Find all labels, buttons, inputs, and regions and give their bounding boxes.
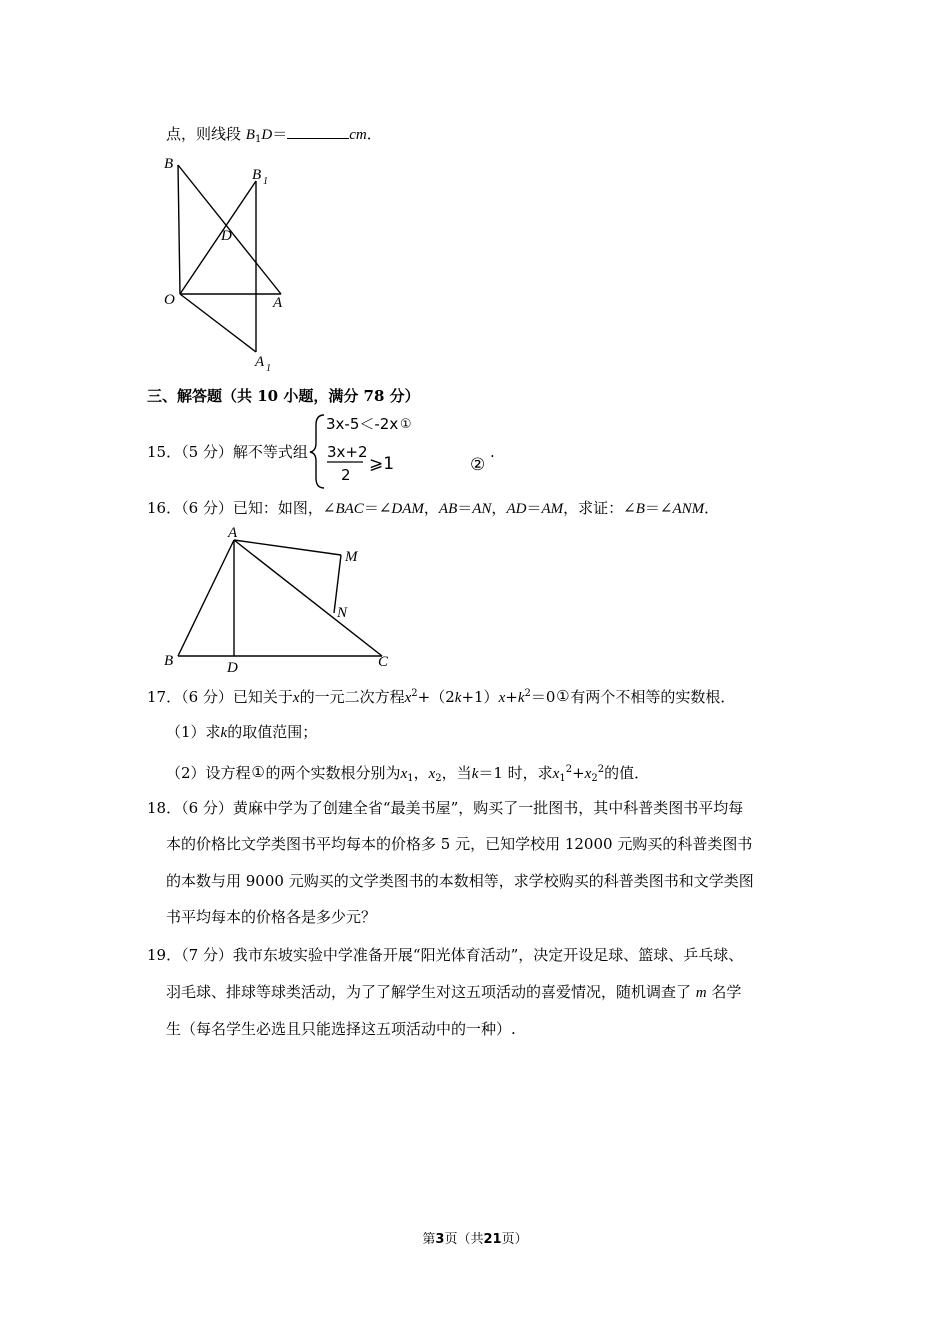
- q16-text: 16．（6 分）已知：如图，∠BAC＝∠DAM，AB＝AN，AD＝AM，求证：∠B＝∠ANM．: [147, 499, 720, 517]
- q19-line2: 羽毛球、排球等球类活动，为了了解学生对这五项活动的喜爱情况，随机调查了 m 名学: [166, 983, 742, 1001]
- label-N: N: [337, 605, 348, 621]
- q18-line4: 书平均每本的价格各是多少元？: [166, 908, 377, 926]
- page-footer: 第3页（共21页）: [422, 1232, 528, 1247]
- label-C: C: [378, 654, 389, 670]
- q18-line1: 18．（6 分）黄麻中学为了创建全省“最美书屋”，购买了一批图书，其中科普类图书平均每: [147, 799, 744, 817]
- label-B: B: [164, 653, 174, 669]
- label-A1-sub: 1: [266, 363, 271, 374]
- q15-end: .: [490, 443, 495, 461]
- q14-tail: 点，则线段 $B_1D=$ cm．: [166, 125, 382, 145]
- q15-mark2: ②: [470, 455, 486, 475]
- q15-ineq2-num: 3x+2: [327, 443, 368, 461]
- label-B1: B: [252, 167, 262, 183]
- q17-stem: 17．（6 分）已知关于x的一元二次方程$x^2+(2k+1)x+k^2=0①$有两个不相等的实数根．: [147, 687, 736, 706]
- seg-AC: [234, 540, 382, 656]
- page-number: 3: [435, 1232, 445, 1247]
- label-D: D: [221, 228, 232, 244]
- label-A: A: [228, 525, 238, 541]
- label-A1: A: [255, 354, 265, 370]
- label-B1-sub: 1: [263, 176, 268, 187]
- q15-ineq2-den: 2: [341, 466, 351, 484]
- q19-line1: 19．（7 分）我市东坡实验中学准备开展“阳光体育活动”，决定开设足球、篮球、乒乓球、: [147, 946, 744, 964]
- label-A: A: [273, 295, 283, 311]
- q17-part1: （1）求k的取值范围；: [166, 723, 318, 741]
- q15-ineq1: 3x-5＜-2x ①: [326, 415, 412, 433]
- label-O: O: [164, 292, 175, 308]
- q18-line2: 本的价格比文学类图书平均每本的价格多 5 元，已知学校用 12000 元购买的科普类图书: [166, 835, 753, 853]
- label-B: B: [164, 156, 174, 172]
- q18-line3: 的本数与用 9000 元购买的文学类图书的本数相等，求学校购买的科普类图书和文学类图: [166, 872, 754, 890]
- label-D: D: [227, 660, 238, 676]
- seg-AB: [178, 540, 234, 656]
- page-total: 21: [483, 1232, 502, 1247]
- q15-label: 15．（5 分）解不等式组: [147, 443, 308, 461]
- q15-ineq2-rel: ⩾1: [369, 454, 395, 474]
- label-M: M: [345, 549, 358, 565]
- q19-line3: 生（每名学生必选且只能选择这五项活动中的一种）.: [166, 1020, 516, 1038]
- q17-part2: （2）设方程①的两个实数根分别为$x_1$，$x_2$，当k＝1 时，求$x_1^2+x_2^2$的值．: [166, 763, 650, 784]
- section-title: 三、解答题（共 10 小题，满分 78 分）: [147, 387, 420, 405]
